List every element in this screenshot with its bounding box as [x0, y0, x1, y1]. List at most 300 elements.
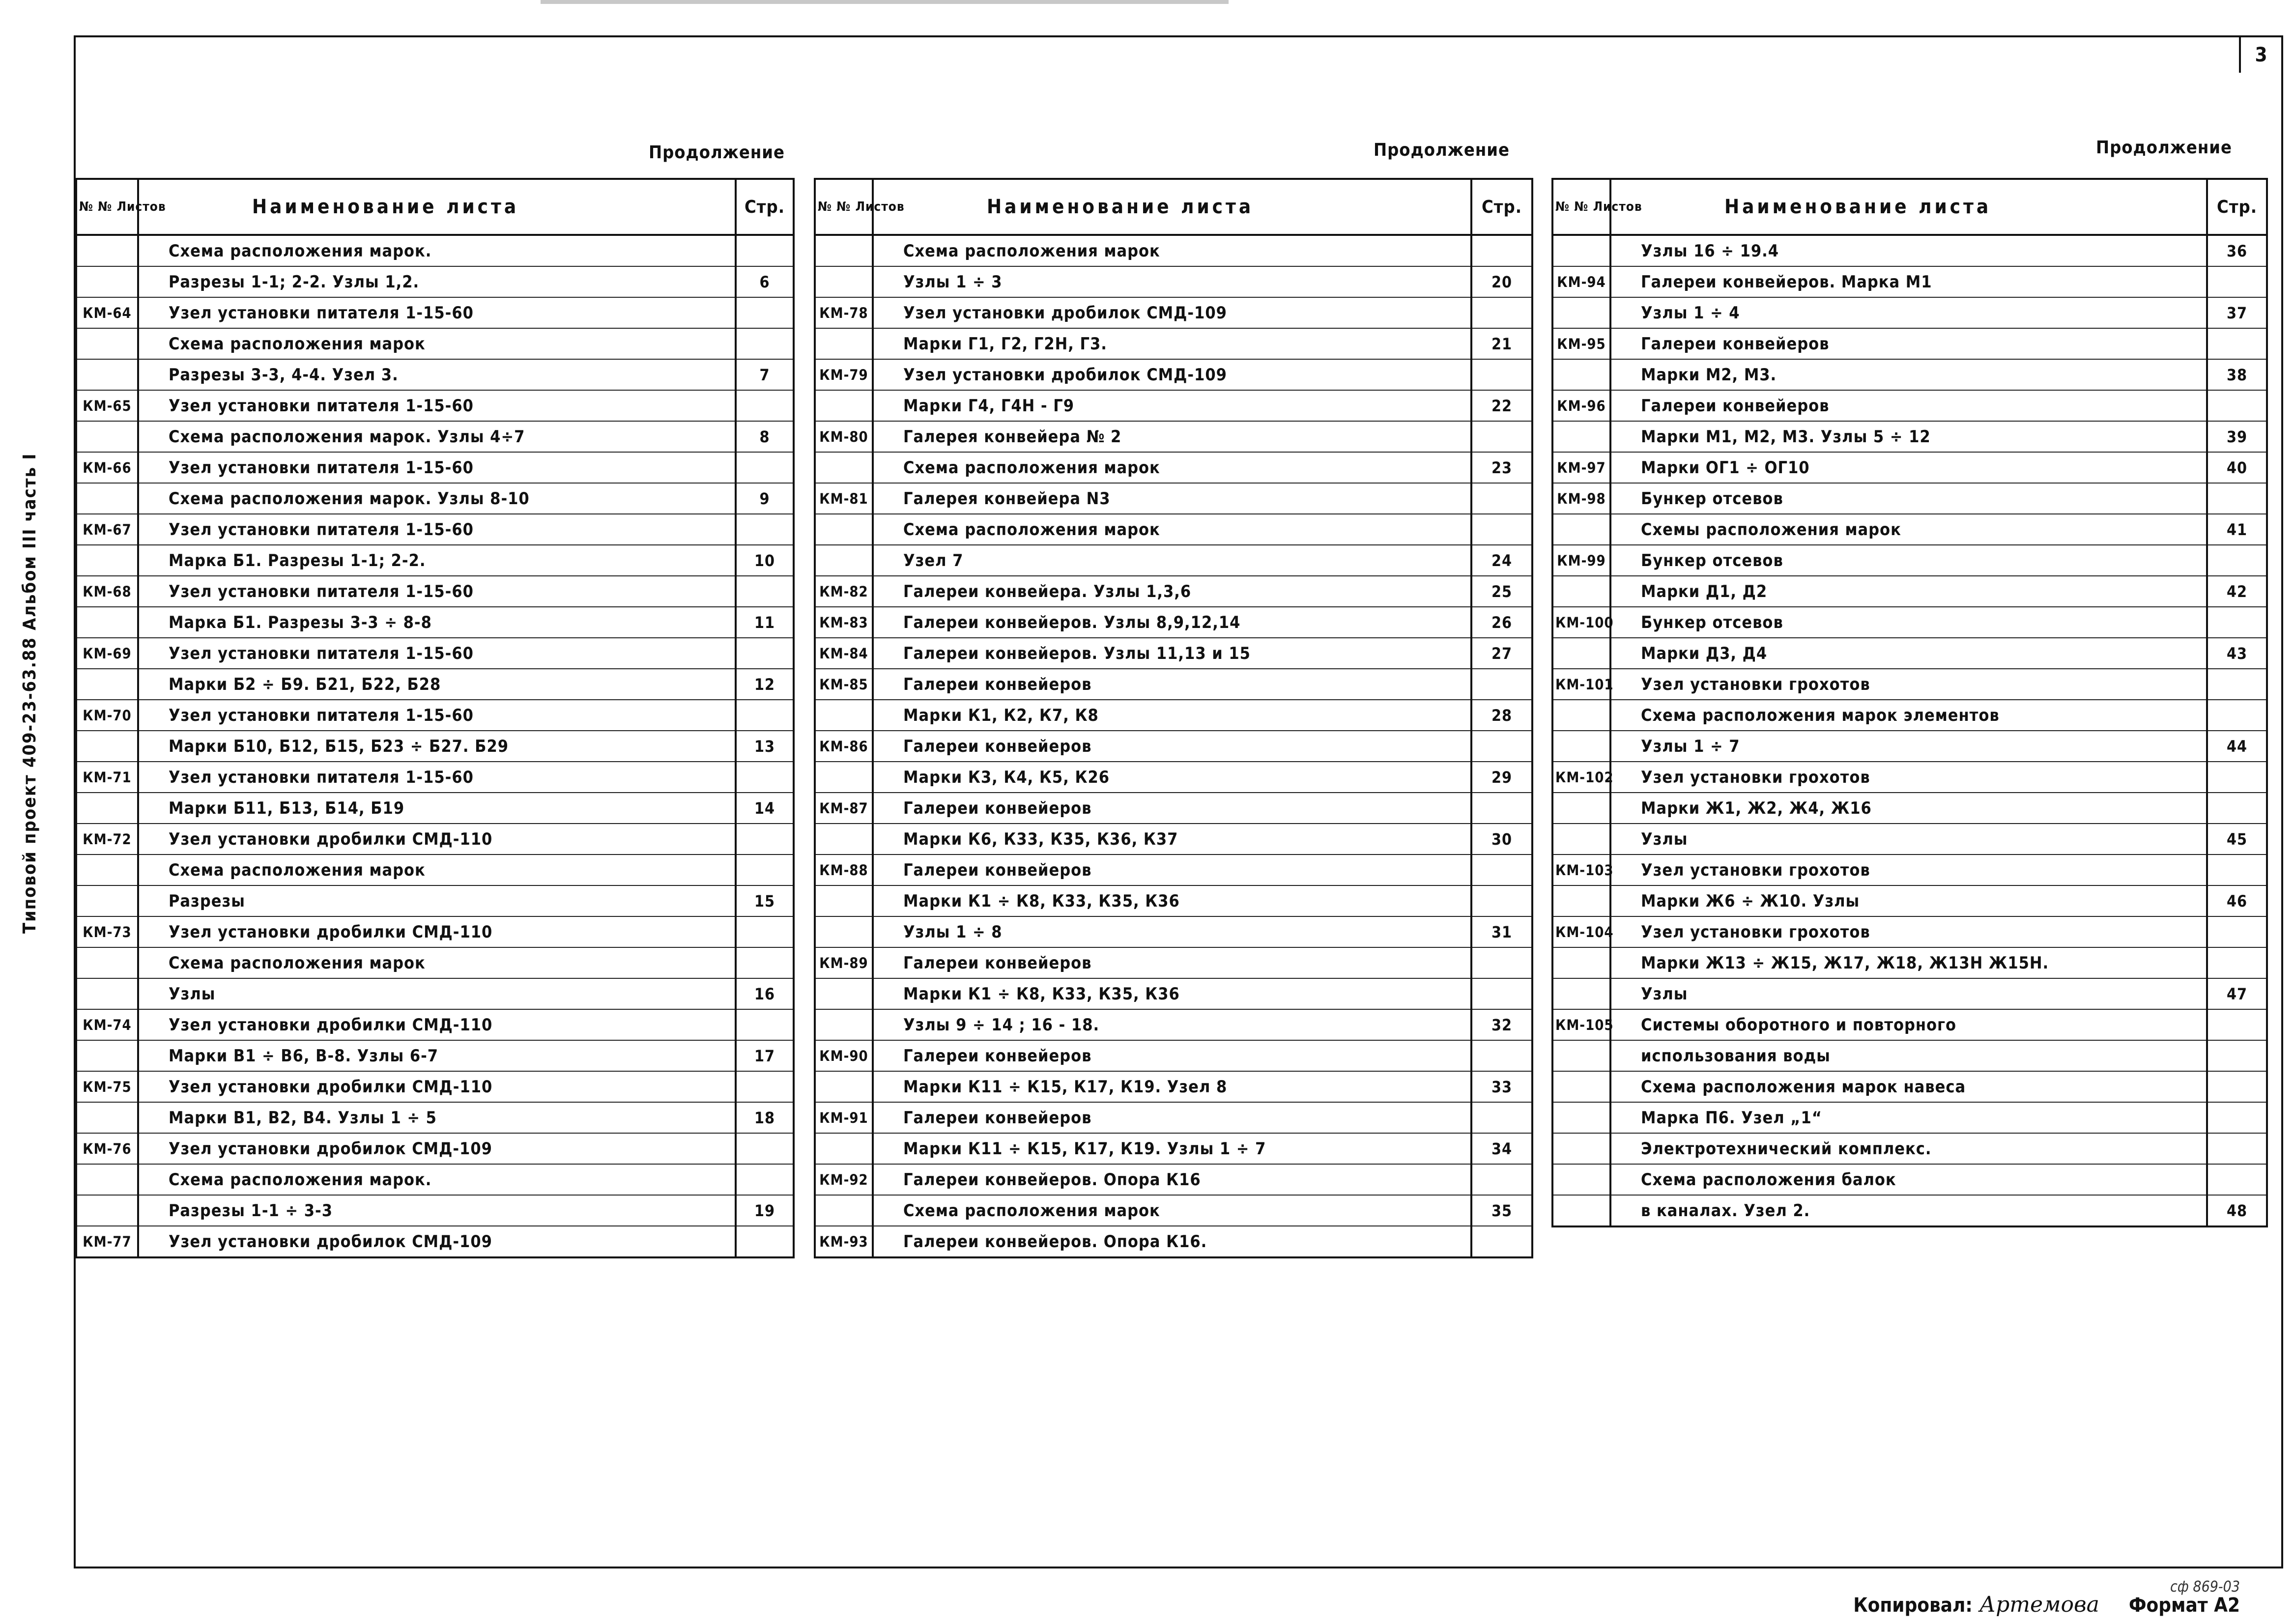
sheet-name-cell: Марки К11 ÷ К15, К17, К19. Узлы 1 ÷ 7: [873, 1133, 1471, 1164]
sheet-number-cell: КМ-93: [815, 1226, 873, 1257]
sheet-number-cell: [76, 545, 138, 576]
page-cell: [736, 638, 794, 669]
contents-table-2: [814, 178, 1533, 1258]
page-cell: 30: [1471, 824, 1532, 855]
sheet-name-cell: Галереи конвейеров: [873, 793, 1471, 824]
sheet-name-cell: Узлы 16 ÷ 19.4: [1610, 235, 2207, 266]
sheet-number-cell: КМ-94: [1552, 266, 1610, 297]
table-row: [1552, 1102, 2267, 1133]
sheet-number-cell: КМ-78: [815, 297, 873, 328]
sheet-name-cell: Схемы расположения марок: [1610, 514, 2207, 545]
page-cell: 36: [2207, 235, 2267, 266]
sheet-number-cell: КМ-64: [76, 297, 138, 328]
page-cell: 21: [1471, 328, 1532, 359]
sheet-number-cell: [815, 1071, 873, 1102]
sheet-number-cell: КМ-88: [815, 855, 873, 885]
sheet-number-cell: [76, 328, 138, 359]
sheet-name-cell: Узлы 1 ÷ 8: [873, 916, 1471, 947]
page-cell: 42: [2207, 576, 2267, 607]
sheet-name-cell: Галереи конвейеров. Узлы 8,9,12,14: [873, 607, 1471, 638]
table-row: [1552, 1009, 2267, 1040]
page-cell: [2207, 1071, 2267, 1102]
page-cell: [736, 762, 794, 793]
page-cell: 15: [736, 885, 794, 916]
sheet-name-cell: Схема расположения марок: [873, 235, 1471, 266]
page-cell: 46: [2207, 885, 2267, 916]
sheet-number-cell: КМ-82: [815, 576, 873, 607]
sheet-name-cell: Марки Ж6 ÷ Ж10. Узлы: [1610, 885, 2207, 916]
page-cell: 13: [736, 731, 794, 762]
sheet-name-cell: использования воды: [1610, 1040, 2207, 1071]
page-cell: [2207, 483, 2267, 514]
page-cell: 19: [736, 1195, 794, 1226]
sheet-name-cell: Разрезы 1-1; 2-2. Узлы 1,2.: [138, 266, 736, 297]
sheet-name-cell: Схема расположения балок: [1610, 1164, 2207, 1195]
table-row: [1552, 452, 2267, 483]
continuation-label-2: Продолжение: [1374, 140, 1510, 160]
sheet-number-cell: [76, 235, 138, 266]
sheet-number-cell: КМ-65: [76, 390, 138, 421]
table-row: [1552, 1040, 2267, 1071]
table-row: [815, 1071, 1532, 1102]
sheet-number-cell: [76, 483, 138, 514]
table-row: [815, 359, 1532, 390]
sheet-number-cell: КМ-105: [1552, 1009, 1610, 1040]
page-cell: [1471, 1164, 1532, 1195]
table-row: [1552, 607, 2267, 638]
table-header: [76, 179, 794, 235]
sheet-number-cell: КМ-92: [815, 1164, 873, 1195]
page-cell: 10: [736, 545, 794, 576]
table-row: [76, 793, 794, 824]
sheet-number-cell: КМ-76: [76, 1133, 138, 1164]
page-cell: [2207, 947, 2267, 978]
sheet-number-cell: [1552, 1071, 1610, 1102]
sheet-number-cell: КМ-97: [1552, 452, 1610, 483]
table-row: [1552, 793, 2267, 824]
table-row: [76, 1133, 794, 1164]
registration-note: сф 869-03: [2170, 1578, 2240, 1596]
page-cell: [736, 328, 794, 359]
table-row: [815, 1040, 1532, 1071]
header-sheet-name: Наименование листа: [1610, 179, 2207, 235]
table-row: [815, 824, 1532, 855]
sheet-name-cell: Схема расположения марок: [138, 328, 736, 359]
sheet-name-cell: Галереи конвейеров. Опора К16: [873, 1164, 1471, 1195]
table-row: [76, 483, 794, 514]
sheet-name-cell: Бункер отсевов: [1610, 607, 2207, 638]
table-row: [815, 978, 1532, 1009]
table-row: [815, 297, 1532, 328]
sheet-number-cell: [815, 235, 873, 266]
table-row: [76, 855, 794, 885]
sheet-name-cell: Марки М2, М3.: [1610, 359, 2207, 390]
table-row: [1552, 762, 2267, 793]
table-row: [815, 855, 1532, 885]
table-row: [1552, 700, 2267, 731]
sheet-name-cell: Марки Ж13 ÷ Ж15, Ж17, Ж18, Ж13Н Ж15Н.: [1610, 947, 2207, 978]
sheet-name-cell: Схема расположения марок.: [138, 1164, 736, 1195]
sheet-number-cell: КМ-87: [815, 793, 873, 824]
continuation-label-1: Продолжение: [649, 142, 785, 163]
page-cell: [1471, 235, 1532, 266]
table-row: [815, 700, 1532, 731]
table-row: [1552, 824, 2267, 855]
sheet-number-cell: КМ-96: [1552, 390, 1610, 421]
page-cell: 7: [736, 359, 794, 390]
sheet-number-cell: [76, 1195, 138, 1226]
sheet-name-cell: Узел установки питателя 1-15-60: [138, 514, 736, 545]
table-row: [815, 638, 1532, 669]
page-cell: [2207, 266, 2267, 297]
sheet-name-cell: Галерея конвейера N3: [873, 483, 1471, 514]
sheet-name-cell: Галереи конвейеров: [1610, 390, 2207, 421]
page-cell: 48: [2207, 1195, 2267, 1226]
sheet-name-cell: Узлы 1 ÷ 4: [1610, 297, 2207, 328]
table-row: [1552, 235, 2267, 266]
sheet-name-cell: Системы оборотного и повторного: [1610, 1009, 2207, 1040]
sheet-number-cell: [1552, 1164, 1610, 1195]
sheet-number-cell: КМ-89: [815, 947, 873, 978]
page-cell: [736, 514, 794, 545]
sheet-number-cell: [815, 545, 873, 576]
sheet-number-cell: КМ-86: [815, 731, 873, 762]
sheet-name-cell: Узлы: [138, 978, 736, 1009]
sheet-number-cell: [1552, 1195, 1610, 1226]
page-cell: [736, 700, 794, 731]
sheet-number-cell: [815, 328, 873, 359]
sheet-name-cell: Галереи конвейеров. Опора К16.: [873, 1226, 1471, 1257]
page-cell: 26: [1471, 607, 1532, 638]
sheet-name-cell: Разрезы 1-1 ÷ 3-3: [138, 1195, 736, 1226]
table-row: [1552, 328, 2267, 359]
sheet-number-cell: КМ-103: [1552, 855, 1610, 885]
sheet-name-cell: Узлы: [1610, 824, 2207, 855]
sheet-name-cell: Марки К6, К33, К35, К36, К37: [873, 824, 1471, 855]
sheet-name-cell: Схема расположения марок. Узлы 4÷7: [138, 421, 736, 452]
table-row: [1552, 669, 2267, 700]
page-cell: [736, 1226, 794, 1257]
sheet-number-cell: [815, 390, 873, 421]
sheet-number-cell: [1552, 700, 1610, 731]
sheet-name-cell: Узел установки дробилок СМД-109: [138, 1133, 736, 1164]
sheet-name-cell: Узел установки питателя 1-15-60: [138, 452, 736, 483]
table-row: [815, 762, 1532, 793]
sheet-name-cell: Марки Г4, Г4Н - Г9: [873, 390, 1471, 421]
page-cell: [2207, 700, 2267, 731]
sheet-number-cell: [76, 885, 138, 916]
table-row: [815, 1133, 1532, 1164]
sheet-number-cell: [1552, 421, 1610, 452]
page-cell: [736, 576, 794, 607]
table-row: [76, 947, 794, 978]
contents-table-3: [1551, 178, 2268, 1227]
sheet-number-cell: КМ-102: [1552, 762, 1610, 793]
sheet-name-cell: Узлы 1 ÷ 3: [873, 266, 1471, 297]
format-label: Формат А2: [2128, 1594, 2240, 1617]
sheet-name-cell: Узел установки дробилок СМД-109: [138, 1226, 736, 1257]
sheet-name-cell: Галереи конвейеров: [873, 1040, 1471, 1071]
table-row: [76, 1195, 794, 1226]
page-cell: 43: [2207, 638, 2267, 669]
page-cell: [1471, 1226, 1532, 1257]
table-row: [76, 1226, 794, 1257]
sheet-name-cell: Схема расположения марок навеса: [1610, 1071, 2207, 1102]
table-header: [1552, 179, 2267, 235]
page-cell: 32: [1471, 1009, 1532, 1040]
sheet-name-cell: Узел установки питателя 1-15-60: [138, 390, 736, 421]
page-cell: 6: [736, 266, 794, 297]
sheet-name-cell: Узел установки дробилок СМД-109: [873, 297, 1471, 328]
table-row: [76, 638, 794, 669]
page-cell: 38: [2207, 359, 2267, 390]
header-page: Стр.: [2207, 179, 2267, 235]
table-row: [1552, 855, 2267, 885]
sheet-name-cell: Галерея конвейера № 2: [873, 421, 1471, 452]
header-sheet-name: Наименование листа: [138, 179, 736, 235]
sheet-number-cell: [815, 266, 873, 297]
page-cell: [736, 452, 794, 483]
table-row: [815, 1009, 1532, 1040]
table-row: [815, 390, 1532, 421]
sheet-number-cell: КМ-66: [76, 452, 138, 483]
sheet-number-cell: КМ-72: [76, 824, 138, 855]
sheet-number-cell: [76, 266, 138, 297]
sheet-name-cell: Марки Г1, Г2, Г2Н, Г3.: [873, 328, 1471, 359]
table-row: [76, 1040, 794, 1071]
table-row: [1552, 483, 2267, 514]
page-cell: 39: [2207, 421, 2267, 452]
page-cell: 18: [736, 1102, 794, 1133]
table-row: [76, 824, 794, 855]
table-row: [76, 421, 794, 452]
page-cell: [2207, 1009, 2267, 1040]
sheet-name-cell: Узел установки питателя 1-15-60: [138, 762, 736, 793]
sheet-name-cell: Галереи конвейеров: [873, 855, 1471, 885]
sheet-number-cell: [815, 978, 873, 1009]
page-cell: 16: [736, 978, 794, 1009]
sheet-number-cell: КМ-81: [815, 483, 873, 514]
page-cell: 22: [1471, 390, 1532, 421]
table-row: [815, 1102, 1532, 1133]
sheet-name-cell: Марки М1, М2, М3. Узлы 5 ÷ 12: [1610, 421, 2207, 452]
page-cell: 45: [2207, 824, 2267, 855]
sheet-number-cell: [1552, 359, 1610, 390]
table-row: [1552, 266, 2267, 297]
table-row: [815, 1164, 1532, 1195]
page-cell: [2207, 328, 2267, 359]
table-row: [1552, 1164, 2267, 1195]
contents-table-1: [75, 178, 795, 1258]
page-cell: [1471, 793, 1532, 824]
table-row: [815, 669, 1532, 700]
table-row: [1552, 576, 2267, 607]
page-cell: [2207, 545, 2267, 576]
sheet-name-cell: Галереи конвейеров: [873, 669, 1471, 700]
sheet-name-cell: Узел установки грохотов: [1610, 855, 2207, 885]
table-row: [815, 885, 1532, 916]
table-row: [815, 235, 1532, 266]
page-cell: 20: [1471, 266, 1532, 297]
table-row: [815, 1195, 1532, 1226]
sheet-name-cell: Схема расположения марок. Узлы 8-10: [138, 483, 736, 514]
sheet-name-cell: Схема расположения марок: [873, 1195, 1471, 1226]
sheet-number-cell: КМ-80: [815, 421, 873, 452]
sheet-name-cell: Схема расположения марок элементов: [1610, 700, 2207, 731]
sheet-number-cell: [1552, 947, 1610, 978]
header-sheet-number: № № Листов: [815, 179, 873, 235]
page-cell: 29: [1471, 762, 1532, 793]
page-cell: [1471, 669, 1532, 700]
page-cell: [1471, 947, 1532, 978]
table-row: [76, 607, 794, 638]
sheet-number-cell: [1552, 297, 1610, 328]
sheet-number-cell: КМ-90: [815, 1040, 873, 1071]
sheet-name-cell: Марки В1, В2, В4. Узлы 1 ÷ 5: [138, 1102, 736, 1133]
page-cell: 37: [2207, 297, 2267, 328]
sheet-name-cell: Схема расположения марок: [873, 514, 1471, 545]
footer-stamp: [1853, 1592, 2240, 1617]
sheet-name-cell: Марки К1 ÷ К8, К33, К35, К36: [873, 978, 1471, 1009]
sheet-number-cell: [1552, 235, 1610, 266]
sheet-number-cell: [1552, 1133, 1610, 1164]
page-cell: [1471, 855, 1532, 885]
table-row: [815, 793, 1532, 824]
table-row: [76, 359, 794, 390]
sheet-name-cell: Узел установки питателя 1-15-60: [138, 700, 736, 731]
sheet-name-cell: Узел 7: [873, 545, 1471, 576]
page-cell: 14: [736, 793, 794, 824]
sheet-number-cell: [76, 607, 138, 638]
sheet-number-cell: [815, 885, 873, 916]
page-cell: [2207, 669, 2267, 700]
page-cell: 28: [1471, 700, 1532, 731]
table-row: [1552, 731, 2267, 762]
table-row: [815, 421, 1532, 452]
top-edge-line: [541, 0, 1229, 4]
table-header: [815, 179, 1532, 235]
header-page: Стр.: [736, 179, 794, 235]
page-cell: 40: [2207, 452, 2267, 483]
sheet-name-cell: Узел установки дробилки СМД-110: [138, 824, 736, 855]
table-row: [815, 266, 1532, 297]
sheet-name-cell: Узел установки грохотов: [1610, 669, 2207, 700]
sheet-number-cell: КМ-74: [76, 1009, 138, 1040]
page-cell: 17: [736, 1040, 794, 1071]
sheet-number-cell: [76, 1164, 138, 1195]
sheet-number-cell: [76, 978, 138, 1009]
sheet-number-cell: [815, 1133, 873, 1164]
table-row: [1552, 421, 2267, 452]
page-cell: [2207, 762, 2267, 793]
sheet-number-cell: [1552, 824, 1610, 855]
page-cell: [2207, 1133, 2267, 1164]
sheet-number-cell: [815, 762, 873, 793]
sheet-number-cell: [76, 855, 138, 885]
sheet-name-cell: Бункер отсевов: [1610, 545, 2207, 576]
page-cell: [2207, 1164, 2267, 1195]
sheet-name-cell: Узел установки питателя 1-15-60: [138, 638, 736, 669]
table-row: [76, 1102, 794, 1133]
table-row: [1552, 390, 2267, 421]
sheet-number-cell: [1552, 514, 1610, 545]
table-row: [1552, 885, 2267, 916]
sheet-name-cell: Узел установки грохотов: [1610, 916, 2207, 947]
page-cell: [736, 855, 794, 885]
table-row: [76, 1071, 794, 1102]
table-row: [76, 885, 794, 916]
sheet-name-cell: Узел установки дробилки СМД-110: [138, 916, 736, 947]
sheet-number-cell: [815, 916, 873, 947]
table-row: [815, 1226, 1532, 1257]
sheet-number-cell: КМ-75: [76, 1071, 138, 1102]
sheet-number-cell: КМ-79: [815, 359, 873, 390]
sheet-name-cell: Галереи конвейера. Узлы 1,3,6: [873, 576, 1471, 607]
sheet-name-cell: Марка Б1. Разрезы 1-1; 2-2.: [138, 545, 736, 576]
copied-label: Копировал:: [1853, 1594, 1973, 1617]
page-cell: [2207, 793, 2267, 824]
page-cell: 12: [736, 669, 794, 700]
sheet-name-cell: Марки Д1, Д2: [1610, 576, 2207, 607]
page-cell: [2207, 855, 2267, 885]
table-row: [76, 235, 794, 266]
page-cell: [736, 235, 794, 266]
sheet-name-cell: Схема расположения марок.: [138, 235, 736, 266]
page-cell: [1471, 514, 1532, 545]
table-row: [1552, 359, 2267, 390]
sheet-number-cell: [1552, 638, 1610, 669]
header-sheet-number: № № Листов: [1552, 179, 1610, 235]
header-page: Стр.: [1471, 179, 1532, 235]
sheet-number-cell: КМ-83: [815, 607, 873, 638]
table-row: [76, 1164, 794, 1195]
sheet-number-cell: КМ-69: [76, 638, 138, 669]
sheet-name-cell: Марки Б10, Б12, Б15, Б23 ÷ Б27. Б29: [138, 731, 736, 762]
page-cell: [2207, 916, 2267, 947]
table-row: [76, 545, 794, 576]
table-row: [76, 978, 794, 1009]
page-cell: 47: [2207, 978, 2267, 1009]
sheet-number-cell: [76, 1102, 138, 1133]
sheet-number-cell: [815, 1195, 873, 1226]
sheet-number-cell: [1552, 1102, 1610, 1133]
page-cell: 27: [1471, 638, 1532, 669]
page-number: 3: [2239, 37, 2281, 73]
sheet-number-cell: [76, 421, 138, 452]
sheet-name-cell: Узел установки грохотов: [1610, 762, 2207, 793]
page-cell: 34: [1471, 1133, 1532, 1164]
sheet-name-cell: Узел установки дробилок СМД-109: [873, 359, 1471, 390]
sheet-name-cell: Узлы: [1610, 978, 2207, 1009]
table-row: [1552, 978, 2267, 1009]
sheet-number-cell: КМ-68: [76, 576, 138, 607]
sheet-name-cell: Узел установки питателя 1-15-60: [138, 576, 736, 607]
sheet-number-cell: КМ-104: [1552, 916, 1610, 947]
page-cell: [1471, 297, 1532, 328]
sheet-name-cell: Марки ОГ1 ÷ ОГ10: [1610, 452, 2207, 483]
page-cell: [1471, 978, 1532, 1009]
sheet-number-cell: [76, 947, 138, 978]
page-cell: [1471, 483, 1532, 514]
sheet-number-cell: КМ-77: [76, 1226, 138, 1257]
table-row: [76, 731, 794, 762]
table-row: [76, 452, 794, 483]
page-cell: [736, 297, 794, 328]
sheet-name-cell: Галереи конвейеров. Марка М1: [1610, 266, 2207, 297]
page-cell: [2207, 1040, 2267, 1071]
table-row: [76, 916, 794, 947]
sheet-number-cell: [1552, 1040, 1610, 1071]
